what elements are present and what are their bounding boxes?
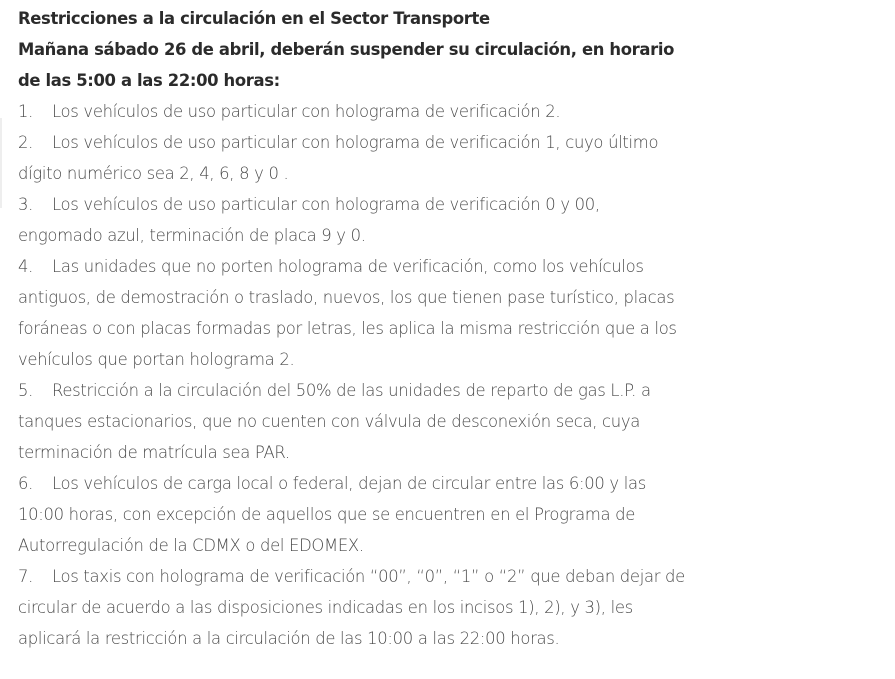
article-body: [18, 3, 688, 654]
article-subheading: Mañana sábado 26 de abril, deberán suspender su circulación, en horario de las 5:00 a las 22:00 horas:: [18, 40, 675, 90]
list-item-number: 5.: [18, 381, 34, 400]
list-item-text: Los vehículos de uso particular con holograma de verificación 2.: [52, 102, 561, 121]
list-item-text: Restricción a la circulación del 50% de las unidades de reparto de gas L.P. a tanques estacionarios, que no cuenten con válvula de desconexión seca, cuya terminación de matrícula sea PAR.: [18, 381, 651, 462]
list-item-text: Los taxis con holograma de verificación “00”, “0”, “1” o “2” que deban dejar de circular de acuerdo a las disposiciones indicadas en los incisos 1), 2), y 3), les aplicará la restricción a la circulación de las 10:00 a las 22:00 horas.: [18, 567, 685, 648]
list-item-text: Los vehículos de uso particular con holograma de verificación 1, cuyo último dígito numérico sea 2, 4, 6, 8 y 0 .: [18, 133, 659, 183]
list-item-number: 2.: [18, 133, 34, 152]
list-item-number: 3.: [18, 195, 34, 214]
list-item-text: Los vehículos de carga local o federal, dejan de circular entre las 6:00 y las 10:00 horas, con excepción de aquellos que se encuentren en el Programa de Autorregulación de la CDMX o del EDOMEX.: [18, 474, 646, 555]
list-item-number: 6.: [18, 474, 34, 493]
list-item: [18, 127, 688, 189]
list-item: [18, 251, 688, 375]
article-title: Restricciones a la circulación en el Sector Transporte: [18, 9, 490, 28]
list-item: [18, 96, 688, 127]
list-item: [18, 375, 688, 468]
list-item-number: 4.: [18, 257, 34, 276]
list-item: [18, 189, 688, 251]
list-item-text: Los vehículos de uso particular con holograma de verificación 0 y 00, engomado azul, terminación de placa 9 y 0.: [18, 195, 600, 245]
list-item: [18, 561, 688, 654]
list-item-text: Las unidades que no porten holograma de verificación, como los vehículos antiguos, de demostración o traslado, nuevos, los que tienen pase turístico, placas foráneas o con placas formadas por letras, les aplica la misma restricción que a los vehículos que portan holograma 2.: [18, 257, 677, 369]
list-item-number: 1.: [18, 102, 34, 121]
left-edge-divider: [0, 118, 2, 208]
list-item: [18, 468, 688, 561]
list-item-number: 7.: [18, 567, 34, 586]
